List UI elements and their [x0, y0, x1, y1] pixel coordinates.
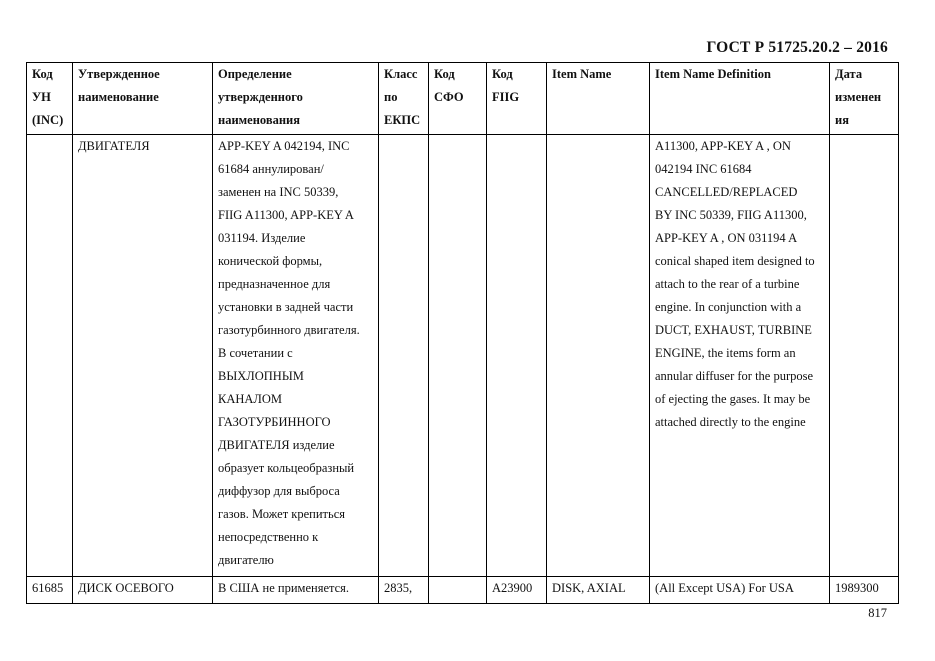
- cell-approved-name: ДИСК ОСЕВОГО: [73, 577, 213, 604]
- cell-item-name: DISK, AXIAL: [547, 577, 650, 604]
- cell-item-name: [547, 135, 650, 577]
- col-header-inc: Код УН (INC): [27, 63, 73, 135]
- document-header: ГОСТ Р 51725.20.2 – 2016: [706, 39, 888, 56]
- table-row: [27, 135, 899, 577]
- table-row: [27, 577, 899, 604]
- col-header-item-name-definition: Item Name Definition: [650, 63, 830, 135]
- cell-item-name-definition: (All Except USA) For USA: [650, 577, 830, 604]
- col-header-fiig-code: Код FIIG: [487, 63, 547, 135]
- col-header-sfo-code: Код СФО: [429, 63, 487, 135]
- cell-item-name-definition: A11300, APP-KEY A , ON 042194 INC 61684 CANCELLED/REPLACED BY INC 50339, FIIG A11300, APP-KEY A , ON 031194 A conical shaped item designed to attach to the rear of a turbine engine. In conjunction with a DUCT, EXHAUST, TURBINE ENGINE, the items form an annular diffuser for the purpose of ejecting the gases. It may be attached directly to the engine: [650, 135, 830, 577]
- cell-sfo-code: [429, 577, 487, 604]
- cell-fiig-code: [487, 135, 547, 577]
- col-header-approved-name: Утвержденное наименование: [73, 63, 213, 135]
- cell-ekps-class: 2835,: [379, 577, 429, 604]
- table-header-row: [27, 63, 899, 135]
- cell-approved-name: ДВИГАТЕЛЯ: [73, 135, 213, 577]
- cell-inc: [27, 135, 73, 577]
- col-header-item-name: Item Name: [547, 63, 650, 135]
- cell-change-date: [830, 135, 899, 577]
- data-table: [26, 62, 899, 604]
- page-number: 817: [868, 606, 887, 620]
- cell-inc: 61685: [27, 577, 73, 604]
- cell-definition: В США не применяется.: [213, 577, 379, 604]
- col-header-change-date: Дата изменен ия: [830, 63, 899, 135]
- col-header-ekps-class: Класс по ЕКПС: [379, 63, 429, 135]
- cell-sfo-code: [429, 135, 487, 577]
- cell-change-date: 1989300: [830, 577, 899, 604]
- cell-definition: APP-KEY A 042194, INC 61684 аннулирован/ заменен на INC 50339, FIIG A11300, APP-KEY A 031194. Изделие конической формы, предназначенное для установки в задней части газотурбинного двигателя. В сочетании с ВЫХЛОПНЫМ КАНАЛОМ ГАЗОТУРБИННОГО ДВИГАТЕЛЯ изделие образует кольцеобразный диффузор для выброса газов. Может крепиться непосредственно к двигателю: [213, 135, 379, 577]
- cell-ekps-class: [379, 135, 429, 577]
- cell-fiig-code: A23900: [487, 577, 547, 604]
- col-header-definition: Определение утвержденного наименования: [213, 63, 379, 135]
